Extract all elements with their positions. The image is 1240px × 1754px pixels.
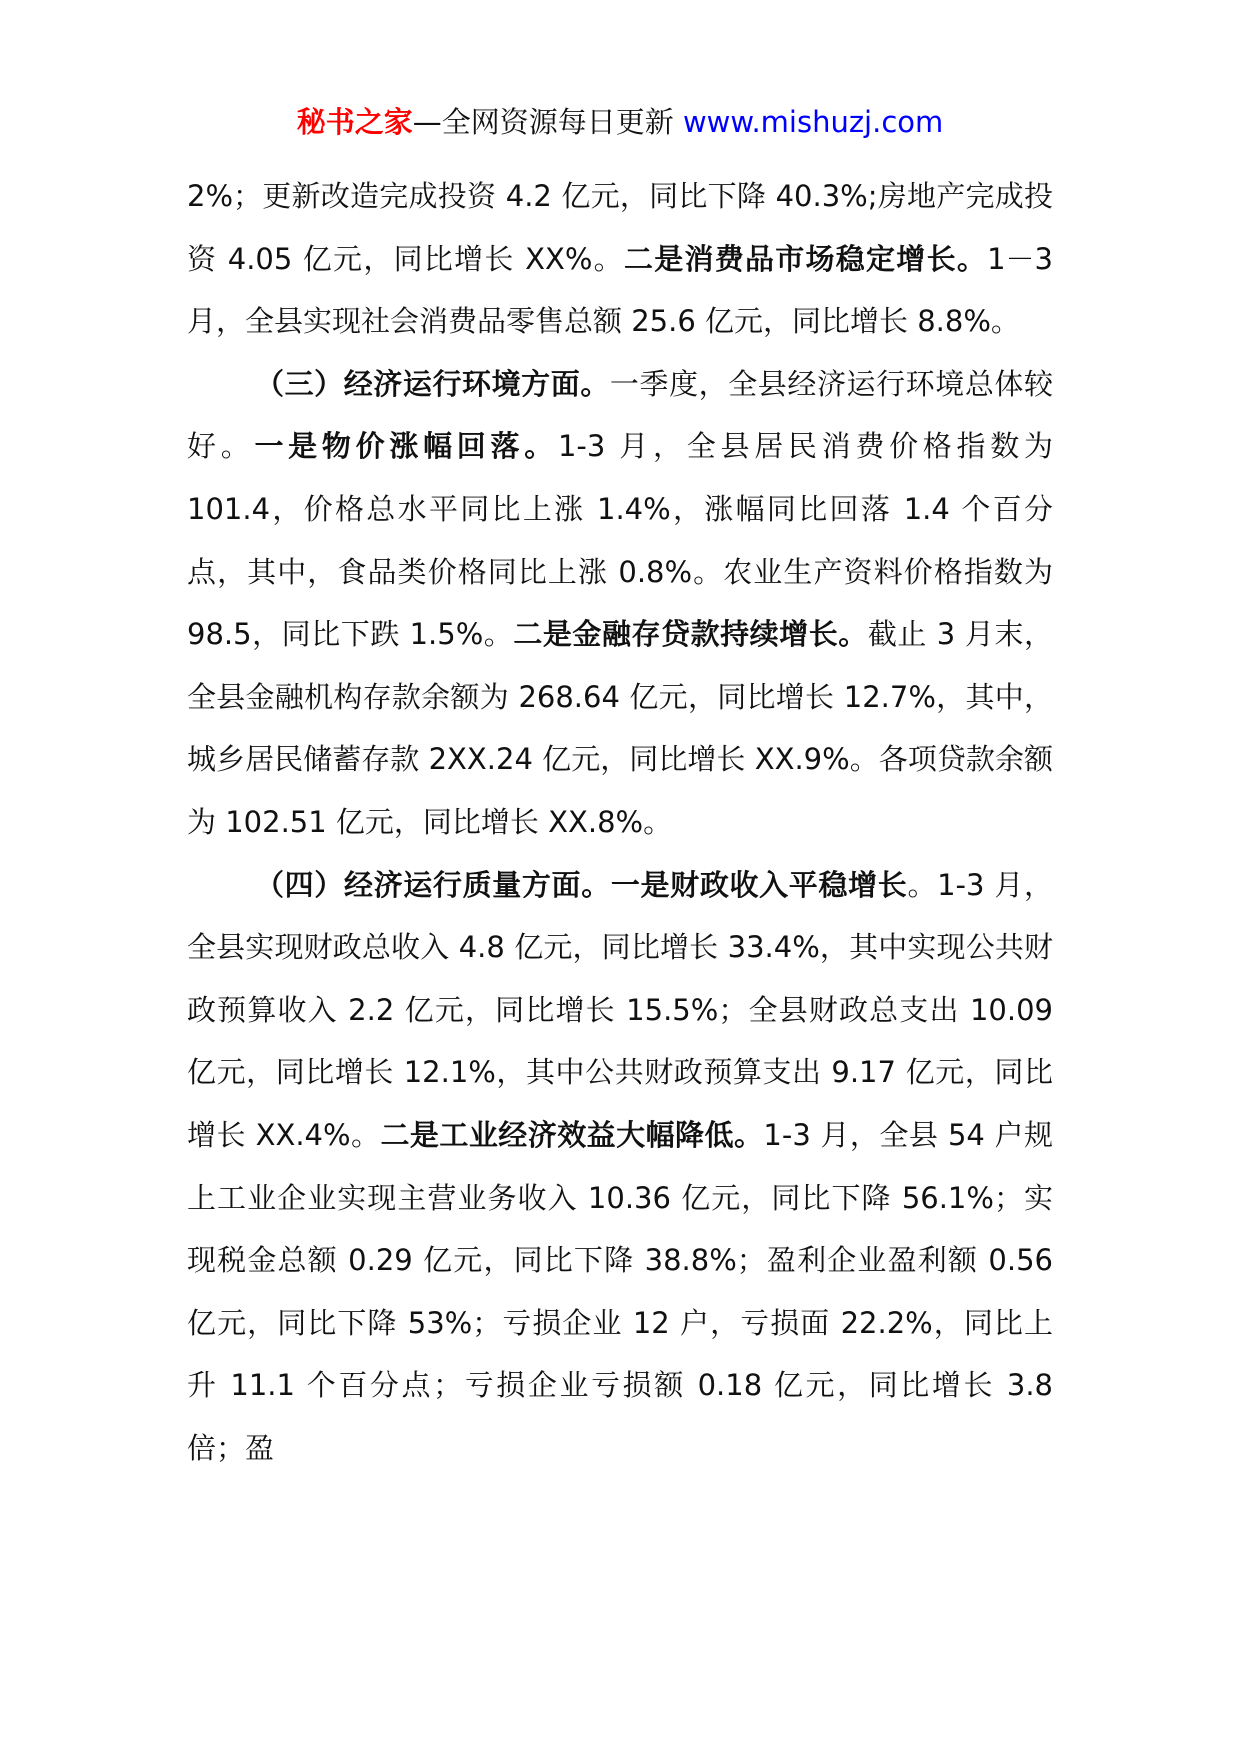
bold-heading-run: 一是物价涨幅回落。	[254, 429, 558, 464]
site-header	[0, 100, 1240, 144]
text-run: 1-3 月，全县居民消费价格指数为 101.4，价格总水平同比上涨 1.4%，涨幅同比回落 1.4 个百分点，其中，食品类价格同比上涨 0.8%。农业生产资料价格指数为 98.5，同比下跌 1.5%。	[187, 429, 1053, 652]
site-url-link[interactable]: www.mishuzj.com	[682, 105, 944, 139]
text-run: 一季度，全县经济运行环境总体较好。	[187, 366, 1053, 464]
text-run: 2%；更新改造完成投资 4.2 亿元，同比下降 40.3%;房地产完成投资 4.05 亿元，同比增长 XX%。	[187, 179, 1053, 276]
paragraph-2	[187, 353, 1053, 854]
bold-heading-run: 二是金融存贷款持续增长。	[513, 617, 868, 652]
bold-heading-run: 二是工业经济效益大幅降低。	[380, 1117, 764, 1152]
site-tagline: —全网资源每日更新	[412, 105, 674, 139]
paragraph-3	[187, 854, 1053, 1480]
bold-heading-run: 二是消费品市场稳定增长。	[623, 241, 988, 276]
text-run: 1-3 月，全县 54 户规上工业企业实现主营业务收入 10.36 亿元，同比下降 56.1%；实现税金总额 0.29 亿元，同比下降 38.8%；盈利企业盈利额 0.56 亿元，同比下降 53%；亏损企业 12 户，亏损面 22.2%，同比上升 11.1 个百分点；亏损企业亏损额 0.18 亿元，同比增长 3.8 倍；盈	[187, 1117, 1053, 1465]
text-run: 。1-3 月，全县实现财政总收入 4.8 亿元，同比增长 33.4%，其中实现公共财政预算收入 2.2 亿元，同比增长 15.5%；全县财政总支出 10.09 亿元，同比增长 12.1%，其中公共财政预算支出 9.17 亿元，同比增长 XX.4%。	[187, 867, 1053, 1152]
section-heading-3: （三）经济运行环境方面。	[255, 366, 610, 401]
paragraph-1	[187, 165, 1053, 353]
document-body	[187, 165, 1053, 1479]
text-run: 截止 3 月末，全县金融机构存款余额为 268.64 亿元，同比增长 12.7%，其中，城乡居民储蓄存款 2XX.24 亿元，同比增长 XX.9%。各项贷款余额为 102.51 亿元，同比增长 XX.8%。	[187, 617, 1053, 839]
brand-name: 秘书之家	[296, 105, 413, 139]
text-run: 1－3 月，全县实现社会消费品零售总额 25.6 亿元，同比增长 8.8%。	[187, 241, 1053, 339]
section-heading-4: （四）经济运行质量方面。一是财政收入平稳增长	[255, 867, 908, 902]
